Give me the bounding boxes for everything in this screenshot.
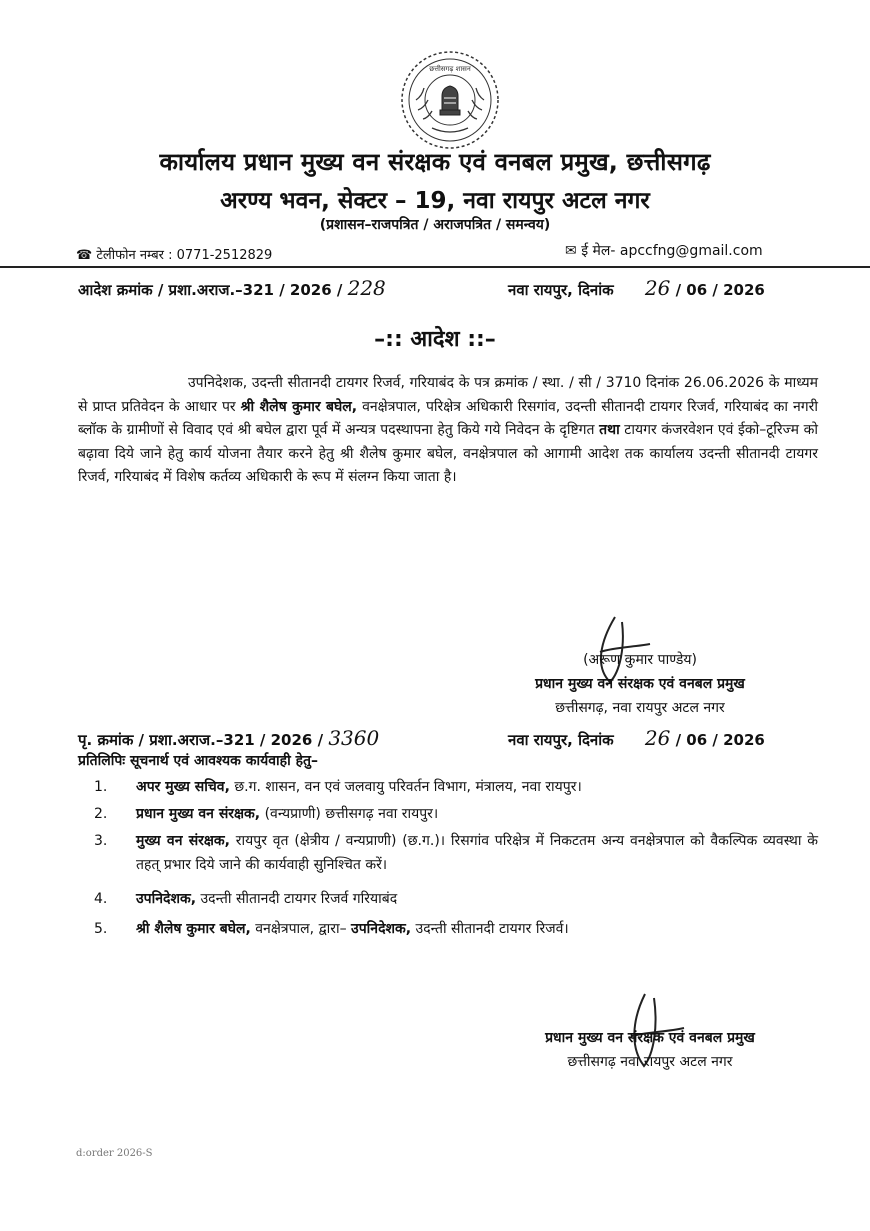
- endorsement-date-rest: / 06 / 2026: [675, 731, 765, 749]
- list-item-recipient: प्रधान मुख्य वन संरक्षक,: [136, 806, 261, 822]
- order-title: –:: आदेश ::–: [374, 327, 496, 352]
- signatory-2-designation: प्रधान मुख्य वन संरक्षक एवं वनबल प्रमुख: [545, 1030, 755, 1046]
- list-item-text-2: उदन्ती सीतानदी टायगर रिजर्व।: [411, 921, 569, 937]
- emblem-ring-text: छत्तीसगढ़ शासन: [429, 65, 471, 73]
- endorsement-reference: [78, 726, 379, 750]
- list-item-number: 4.: [94, 891, 108, 907]
- signatory-2-location: छत्तीसगढ़ नवा रायपुर अटल नगर: [567, 1054, 733, 1070]
- order-date: [508, 276, 765, 300]
- order-ref-number: 228: [347, 276, 386, 300]
- email-text: ई मेल- apccfng@gmail.com: [581, 243, 763, 259]
- signatory-location: छत्तीसगढ़, नवा रायपुर अटल नगर: [555, 700, 725, 716]
- signature-block-1: [460, 612, 820, 722]
- list-item-text: (वन्यप्राणी) छत्तीसगढ़ नवा रायपुर।: [260, 806, 439, 822]
- list-item-text: रायपुर वृत (क्षेत्रीय / वन्यप्राणी) (छ.ग.)। रिसगांव परिक्षेत्र में निकटतम अन्य वनक्षेत्रपाल को वैकल्पिक व्यवस्था के तहत् प्रभार दिये जाने की कार्यवाही सुनिश्चित करें।: [136, 833, 818, 873]
- file-reference-note: d:order 2026-S: [76, 1148, 153, 1159]
- endorsement-ref-number: 3360: [328, 726, 380, 750]
- order-body-part3: टायगर कंजरवेशन एवं ईको–टूरिज्म को बढ़ावा दिये जाने हेतु कार्य योजना तैयार करने हेतु श्री शैलेष कुमार बघेल, वनक्षेत्रपाल को आगामी आदेश तक कार्यालय उदन्ती सीतानदी टायगर रिजर्व, गरियाबंद में विशेष कर्तव्य अधिकारी के रूप में संलग्न किया जाता है।: [78, 422, 818, 485]
- list-item: [78, 829, 818, 877]
- email-line: [565, 241, 763, 260]
- department-section: (प्रशासन–राजपत्रित / अराजपत्रित / समन्वय): [319, 217, 551, 233]
- order-body-part2: वनक्षेत्रपाल, परिक्षेत्र अधिकारी रिसगांव, उदन्ती सीतानदी टायगर रिजर्व, गरियाबंद का नगरी ब्लॉक के ग्रामीणों से विवाद एवं श्री बघेल द्वारा पूर्व में अन्यत्र पदस्थापना हेतु किये गये निवेदन के दृष्टिगत: [78, 398, 818, 438]
- telephone-icon: ☎: [76, 248, 93, 263]
- list-item-number: 3.: [94, 833, 108, 849]
- list-item-number: 1.: [94, 779, 108, 795]
- order-date-rest: / 06 / 2026: [675, 281, 765, 299]
- endorsement-date: [508, 726, 765, 750]
- copy-to-list: [78, 775, 818, 944]
- list-item-text: छ.ग. शासन, वन एवं जलवायु परिवर्तन विभाग, मंत्रालय, नवा रायपुर।: [229, 779, 582, 795]
- office-address: अरण्य भवन, सेक्टर – 19, नवा रायपुर अटल नगर: [220, 188, 650, 214]
- header-divider: [0, 266, 870, 268]
- order-place-date-label: नवा रायपुर, दिनांक: [508, 281, 614, 299]
- list-item-recipient-2: उपनिदेशक,: [351, 921, 412, 937]
- state-emblem: [398, 48, 502, 152]
- list-item: [78, 802, 818, 826]
- list-item: [78, 775, 818, 799]
- endorsement-ref-label: पृ. क्रमांक / प्रशा.अराज.–321 / 2026 /: [78, 731, 324, 749]
- phone-line: [76, 245, 272, 263]
- copy-to-label: प्रतिलिपिः सूचनार्थ एवं आवश्यक कार्यवाही हेतु–: [78, 753, 318, 769]
- endorsement-place-date-label: नवा रायपुर, दिनांक: [508, 731, 614, 749]
- list-item-recipient: उपनिदेशक,: [136, 891, 197, 907]
- list-item-recipient: श्री शैलेष कुमार बघेल,: [136, 921, 251, 937]
- list-item-recipient: मुख्य वन संरक्षक,: [136, 833, 230, 849]
- office-name: कार्यालय प्रधान मुख्य वन संरक्षक एवं वनबल प्रमुख, छत्तीसगढ़: [159, 148, 711, 176]
- order-body-part1: उपनिदेशक, उदन्ती सीतानदी टायगर रिजर्व, गरियाबंद के पत्र क्रमांक / स्था. / सी / 3710 दिनांक 26.06.2026 के माध्यम से प्राप्त प्रतिवेदन के आधार पर: [78, 375, 818, 415]
- signatory-designation: प्रधान मुख्य वन संरक्षक एवं वनबल प्रमुख: [535, 676, 745, 692]
- list-item-text: उदन्ती सीतानदी टायगर रिजर्व गरियाबंद: [196, 891, 398, 907]
- list-item: [78, 887, 818, 911]
- list-item-text: वनक्षेत्रपाल, द्वारा–: [250, 921, 352, 937]
- envelope-icon: ✉: [565, 243, 577, 259]
- order-reference: [78, 276, 386, 300]
- list-item-number: 5.: [94, 921, 108, 937]
- state-emblem-icon: [398, 48, 502, 152]
- signatory-name: (अरूण कुमार पाण्डेय): [583, 652, 697, 668]
- order-body-name: श्री शैलेष कुमार बघेल,: [240, 398, 358, 415]
- signature-block-2: [470, 990, 830, 1080]
- order-body: [78, 372, 818, 490]
- phone-text: टेलीफोन नम्बर : 0771-2512829: [96, 248, 273, 263]
- endorsement-date-day: 26: [644, 726, 671, 750]
- order-ref-label: आदेश क्रमांक / प्रशा.अराज.–321 / 2026 /: [78, 281, 343, 299]
- order-body-tatha: तथा: [599, 422, 620, 438]
- list-item: [78, 917, 818, 941]
- order-date-day: 26: [644, 276, 671, 300]
- list-item-number: 2.: [94, 806, 108, 822]
- list-item-recipient: अपर मुख्य सचिव,: [136, 779, 230, 795]
